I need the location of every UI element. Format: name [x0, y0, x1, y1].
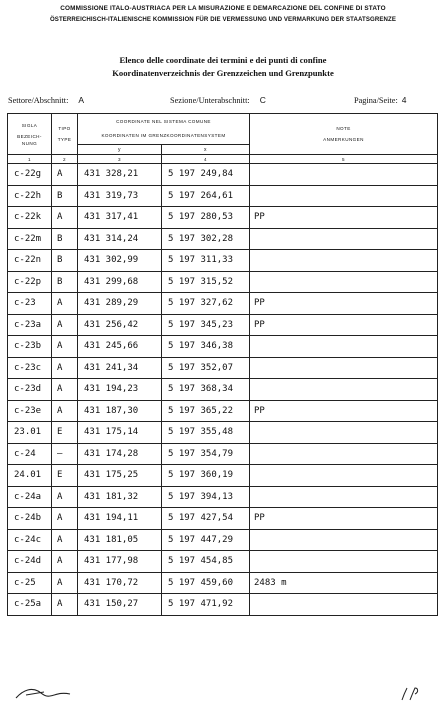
cell-sigla: c-23a: [8, 314, 52, 336]
cell-note: [250, 529, 438, 551]
col-sigla-label: SIGLA: [21, 122, 38, 128]
table-row: [8, 465, 438, 487]
cell-tipo: A: [52, 379, 78, 401]
cell-note: [250, 336, 438, 358]
cell-x: 5 197 346,38: [162, 336, 250, 358]
cell-note: [250, 271, 438, 293]
table-row: [8, 572, 438, 594]
col-coord-de-label: KOORDINATEN IM GRENZKOORDINATENSYSTEM: [101, 133, 226, 138]
cell-tipo: A: [52, 508, 78, 530]
cell-note: PP: [250, 314, 438, 336]
cell-tipo: A: [52, 314, 78, 336]
cell-y: 431 317,41: [78, 207, 162, 229]
subsector-field: [170, 95, 266, 105]
table-row: [8, 314, 438, 336]
cell-sigla: c-23b: [8, 336, 52, 358]
cell-tipo: B: [52, 228, 78, 250]
cell-x: 5 197 360,19: [162, 465, 250, 487]
table-row: [8, 250, 438, 272]
cell-note: PP: [250, 293, 438, 315]
cell-sigla: c-22m: [8, 228, 52, 250]
cell-x: 5 197 345,23: [162, 314, 250, 336]
cell-tipo: A: [52, 336, 78, 358]
subsector-label: Sezione/Unterabschnitt:: [170, 96, 250, 105]
cell-y: 431 302,99: [78, 250, 162, 272]
cell-y: 431 174,28: [78, 443, 162, 465]
cell-y: 431 181,32: [78, 486, 162, 508]
cell-tipo: E: [52, 465, 78, 487]
cell-sigla: 23.01: [8, 422, 52, 444]
cell-x: 5 197 454,85: [162, 551, 250, 573]
cell-y: 431 170,72: [78, 572, 162, 594]
col-number-3: 3: [78, 155, 162, 164]
cell-x: 5 197 249,84: [162, 164, 250, 186]
col-bezeichnung-label: BEZEICH- NUNG: [17, 133, 42, 146]
cell-y: 431 245,66: [78, 336, 162, 358]
table-row: [8, 336, 438, 358]
cell-sigla: c-25a: [8, 594, 52, 616]
table-row: [8, 185, 438, 207]
table-row: [8, 293, 438, 315]
table-row: [8, 379, 438, 401]
cell-tipo: —: [52, 443, 78, 465]
table-row: [8, 486, 438, 508]
cell-x: 5 197 447,29: [162, 529, 250, 551]
cell-x: 5 197 427,54: [162, 508, 250, 530]
cell-y: 431 314,24: [78, 228, 162, 250]
cell-note: PP: [250, 508, 438, 530]
cell-x: 5 197 352,07: [162, 357, 250, 379]
col-coord-it-label: COORDINATE NEL SISTEMA COMUNE: [116, 119, 211, 124]
cell-x: 5 197 315,52: [162, 271, 250, 293]
table-row: [8, 529, 438, 551]
cell-tipo: B: [52, 271, 78, 293]
cell-x: 5 197 365,22: [162, 400, 250, 422]
table-row: [8, 207, 438, 229]
cell-x: 5 197 394,13: [162, 486, 250, 508]
cell-note: [250, 551, 438, 573]
table-row: [8, 422, 438, 444]
cell-y: 431 150,27: [78, 594, 162, 616]
cell-tipo: B: [52, 250, 78, 272]
cell-x: 5 197 355,48: [162, 422, 250, 444]
cell-y: 431 319,73: [78, 185, 162, 207]
cell-x: 5 197 311,33: [162, 250, 250, 272]
cell-y: 431 181,05: [78, 529, 162, 551]
cell-sigla: c-23d: [8, 379, 52, 401]
col-header-sigla: [8, 114, 52, 155]
cell-note: [250, 465, 438, 487]
cell-sigla: c-22k: [8, 207, 52, 229]
document-title-italian: Elenco delle coordinate dei termini e dei punti di confine: [119, 55, 327, 65]
commission-title-german: ÖSTERREICHISCH-ITALIENISCHE KOMMISSION FÜR DIE VERMESSUNG UND VERMARKUNG DER STAATSGRENZE: [49, 16, 397, 23]
cell-y: 431 256,42: [78, 314, 162, 336]
table-row: [8, 228, 438, 250]
cell-sigla: 24.01: [8, 465, 52, 487]
cell-sigla: c-23c: [8, 357, 52, 379]
col-number-4: 4: [162, 155, 250, 164]
col-header-y: y: [78, 145, 162, 155]
cell-y: 431 194,23: [78, 379, 162, 401]
sector-field: [8, 95, 84, 105]
col-number-5: 5: [250, 155, 438, 164]
cell-note: PP: [250, 400, 438, 422]
table-row: [8, 508, 438, 530]
cell-note: [250, 250, 438, 272]
cell-tipo: A: [52, 486, 78, 508]
cell-sigla: c-22n: [8, 250, 52, 272]
cell-note: 2483 m: [250, 572, 438, 594]
cell-x: 5 197 368,34: [162, 379, 250, 401]
document-title-german: Koordinatenverzeichnis der Grenzzeichen und Grenzpunkte: [112, 68, 334, 78]
col-header-note: [250, 114, 438, 155]
cell-tipo: A: [52, 164, 78, 186]
cell-sigla: c-22g: [8, 164, 52, 186]
col-anmerkungen-label: ANMERKUNGEN: [323, 137, 364, 142]
cell-sigla: c-23: [8, 293, 52, 315]
cell-sigla: c-24c: [8, 529, 52, 551]
cell-tipo: A: [52, 293, 78, 315]
col-number-1: 1: [8, 155, 52, 164]
signature-right: [398, 686, 428, 702]
cell-sigla: c-22h: [8, 185, 52, 207]
cell-note: [250, 164, 438, 186]
cell-sigla: c-25: [8, 572, 52, 594]
cell-tipo: E: [52, 422, 78, 444]
cell-tipo: A: [52, 357, 78, 379]
col-header-tipo: [52, 114, 78, 155]
cell-y: 431 328,21: [78, 164, 162, 186]
cell-note: [250, 422, 438, 444]
cell-y: 431 299,68: [78, 271, 162, 293]
cell-tipo: A: [52, 529, 78, 551]
cell-sigla: c-24: [8, 443, 52, 465]
cell-y: 431 177,98: [78, 551, 162, 573]
cell-tipo: A: [52, 400, 78, 422]
cell-tipo: A: [52, 594, 78, 616]
cell-tipo: B: [52, 185, 78, 207]
cell-y: 431 175,14: [78, 422, 162, 444]
cell-tipo: A: [52, 207, 78, 229]
sector-value: A: [78, 95, 85, 105]
cell-sigla: c-24b: [8, 508, 52, 530]
cell-note: [250, 357, 438, 379]
cell-note: PP: [250, 207, 438, 229]
table-row: [8, 164, 438, 186]
cell-x: 5 197 264,61: [162, 185, 250, 207]
subsector-value: C: [259, 95, 266, 105]
cell-x: 5 197 471,92: [162, 594, 250, 616]
cell-y: 431 175,25: [78, 465, 162, 487]
cell-note: [250, 443, 438, 465]
cell-note: [250, 228, 438, 250]
cell-note: [250, 185, 438, 207]
page-value: 4: [401, 95, 407, 105]
sector-label: Settore/Abschnitt:: [8, 96, 69, 105]
cell-y: 431 194,11: [78, 508, 162, 530]
coordinates-table: [7, 113, 438, 616]
cell-tipo: A: [52, 572, 78, 594]
cell-tipo: A: [52, 551, 78, 573]
table-row: [8, 357, 438, 379]
cell-y: 431 289,29: [78, 293, 162, 315]
table-row: [8, 443, 438, 465]
page-field: [354, 95, 407, 105]
cell-sigla: c-24a: [8, 486, 52, 508]
cell-x: 5 197 354,79: [162, 443, 250, 465]
cell-y: 431 187,30: [78, 400, 162, 422]
table-row: [8, 594, 438, 616]
col-tipo-label: TIPO: [58, 126, 71, 131]
cell-note: [250, 594, 438, 616]
table-row: [8, 551, 438, 573]
table-row: [8, 271, 438, 293]
cell-note: [250, 379, 438, 401]
cell-x: 5 197 327,62: [162, 293, 250, 315]
cell-y: 431 241,34: [78, 357, 162, 379]
signature-left: [14, 685, 74, 701]
col-note-label: NOTE: [336, 126, 351, 131]
cell-sigla: c-22p: [8, 271, 52, 293]
cell-x: 5 197 459,60: [162, 572, 250, 594]
cell-sigla: c-23e: [8, 400, 52, 422]
col-type-label: TYPE: [57, 137, 72, 142]
col-header-x: x: [162, 145, 250, 155]
commission-title-italian: COMMISSIONE ITALO-AUSTRIACA PER LA MISURAZIONE E DEMARCAZIONE DEL CONFINE DI STATO: [60, 5, 386, 12]
cell-x: 5 197 302,28: [162, 228, 250, 250]
col-header-coordinates: [78, 114, 250, 145]
cell-x: 5 197 280,53: [162, 207, 250, 229]
cell-note: [250, 486, 438, 508]
cell-sigla: c-24d: [8, 551, 52, 573]
page-label: Pagina/Seite:: [354, 96, 398, 105]
table-row: [8, 400, 438, 422]
col-number-2: 2: [52, 155, 78, 164]
